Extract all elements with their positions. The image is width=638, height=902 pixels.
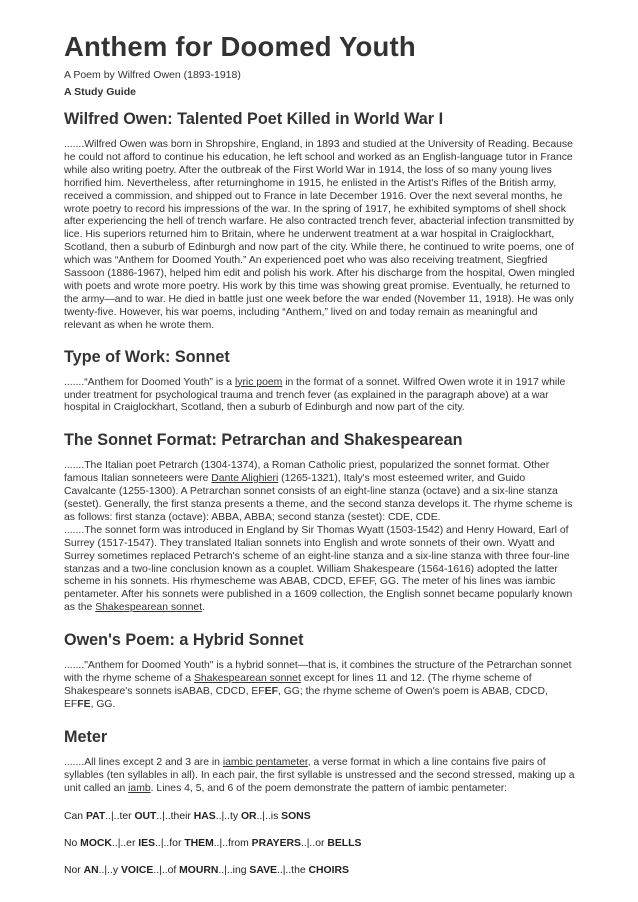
stressed-syllable: MOCK bbox=[80, 837, 112, 849]
bold-rhyme-fe: FE bbox=[77, 698, 91, 710]
section-heading-type-of-work: Type of Work: Sonnet bbox=[64, 347, 230, 366]
text-span: .......The sonnet form was introduced in England by Sir Thomas Wyatt (1503-1542) and Henry Howard, Earl of Surrey (1517-1547). They translated Italian sonnets into English and wrote sonnets of their own. Wyatt and Surrey sometimes replaced Petrarch's scheme of an eight-line stanza and a six-line stanza with three four-line stanzas and a two-line conclusion known as a couplet. William Shakespeare (1564-1616) adopted the latter scheme in his sonnets. His rhymescheme was ABAB, CDCD, EFEF, GG. The meter of his lines was iambic pentameter. After his sonnets were published in a 1609 collection, the English sonnet became popularly known as the bbox=[64, 524, 573, 614]
unstressed-syllable: ..|..is bbox=[256, 810, 282, 822]
stressed-syllable: BELLS bbox=[327, 837, 362, 849]
iambic-pentameter-link[interactable]: iambic pentameter bbox=[222, 756, 308, 768]
text-span: , a verse format in which a line contains five pairs of syllables (ten syllables in all). In each pair, the first syllable is unstressed and the second stressed, making up a unit called an bbox=[64, 756, 575, 794]
unstressed-syllable: ..|..their bbox=[156, 810, 194, 822]
shakespearean-sonnet-link[interactable]: Shakespearean sonnet bbox=[95, 602, 203, 614]
verse-line bbox=[64, 810, 576, 823]
stressed-syllable: VOICE bbox=[121, 864, 154, 876]
byline: A Poem by Wilfred Owen (1893-1918) bbox=[64, 69, 241, 81]
text-span: .......The Italian poet Petrarch (1304-1374), a Roman Catholic priest, popularized the sonnet format. Other famous Italian sonneteers were bbox=[64, 460, 550, 485]
stressed-syllable: MOURN bbox=[179, 864, 219, 876]
text-span: .......“Anthem for Doomed Youth” is a bbox=[64, 376, 235, 388]
unstressed-syllable: ..|..the bbox=[276, 864, 309, 876]
stressed-syllable: OUT bbox=[134, 810, 157, 822]
sonnet-format-paragraph-2 bbox=[64, 525, 576, 615]
text-span: . bbox=[202, 602, 205, 614]
stressed-syllable: PRAYERS bbox=[251, 837, 301, 849]
stressed-syllable: SAVE bbox=[249, 864, 277, 876]
unstressed-syllable: Nor bbox=[64, 864, 84, 876]
unstressed-syllable: ..|..y bbox=[98, 864, 121, 876]
type-of-work-paragraph bbox=[64, 377, 576, 416]
stressed-syllable: IES bbox=[138, 837, 156, 849]
text-span: except for lines 11 and 12. (The rhyme scheme of Shakespeare's sonnets isABAB, CDCD, EF bbox=[64, 673, 532, 697]
bold-rhyme-ef: EF bbox=[264, 686, 278, 697]
meter-paragraph bbox=[64, 757, 576, 796]
stressed-syllable: SONS bbox=[281, 810, 311, 822]
stressed-syllable: OR bbox=[240, 810, 257, 822]
unstressed-syllable: ..|..ty bbox=[215, 810, 241, 822]
iamb-link[interactable]: iamb bbox=[128, 782, 151, 794]
study-guide-label: A Study Guide bbox=[64, 86, 136, 98]
unstressed-syllable: No bbox=[64, 837, 81, 849]
unstressed-syllable: ..|..from bbox=[213, 837, 252, 849]
unstressed-syllable: ..|..or bbox=[300, 837, 328, 849]
stressed-syllable: PAT bbox=[85, 810, 106, 822]
verse-examples bbox=[64, 810, 576, 877]
document-title: Anthem for Doomed Youth bbox=[64, 31, 416, 62]
unstressed-syllable: ..|..ing bbox=[218, 864, 250, 876]
unstressed-syllable: ..|..er bbox=[111, 837, 139, 849]
text-span: . Lines 4, 5, and 6 of the poem demonstrate the pattern of iambic pentameter: bbox=[150, 782, 508, 794]
verse-line bbox=[64, 864, 576, 877]
verse-line bbox=[64, 837, 576, 850]
stressed-syllable: AN bbox=[83, 864, 99, 876]
text-span: in the format of a sonnet. Wilfred Owen wrote it in 1917 while under treatment for psychological trauma and trench fever (as explained in the paragraph above) at a war hospital in Craiglockhart, Scotland, then a suburb of Edinburgh and now part of the city. bbox=[64, 376, 566, 414]
dante-alighieri-link[interactable]: Dante Alighieri bbox=[211, 473, 279, 485]
document-page bbox=[64, 30, 576, 877]
text-span: , GG; the rhyme scheme of Owen's poem is ABAB, CDCD, EF bbox=[64, 686, 548, 710]
stressed-syllable: THEM bbox=[184, 837, 214, 849]
stressed-syllable: CHOIRS bbox=[308, 864, 349, 876]
text-span: .......All lines except 2 and 3 are in bbox=[64, 756, 223, 768]
text-span: , GG. bbox=[90, 698, 116, 710]
text-span: ......."Anthem for Doomed Youth" is a hybrid sonnet—that is, it combines the structure of the Petrarchan sonnet with the rhyme scheme of a bbox=[64, 660, 572, 685]
section-heading-sonnet-format: The Sonnet Format: Petrarchan and Shakespearean bbox=[64, 431, 463, 450]
shakespearean-sonnet-link-2[interactable]: Shakespearean sonnet bbox=[193, 673, 301, 685]
section-heading-hybrid-sonnet: Owen's Poem: a Hybrid Sonnet bbox=[64, 631, 304, 650]
unstressed-syllable: ..|..of bbox=[153, 864, 180, 876]
biography-paragraph: .......Wilfred Owen was born in Shropshire, England, in 1893 and studied at the University of Reading. Because he could not afford to continue his education, he left school and worked as an English-language tutor in France while also writing poetry. After the outbreak of the First World War in 1914, the loss of so many young lives horrified him. Nevertheless, after returninghome in 1915, he enlisted in the Artist's Rifles of the British army, received a commission, and shipped out to France in late December 1916. Over the next several months, he wrote poetry to record his impressions of the war. In the spring of 1917, he exhibited symptoms of shell shock after experiencing the hell of trench warfare. He also contracted trench fever, abacterial infection transmitted by lice. His superiors returned him to Britain, where he underwent treatment at a war hospital in Craiglockhart, Scotland, then a suburb of Edinburgh and now part of the city. While there, he continued to write poems, one of which was “Anthem for Doomed Youth.” An experienced poet who was also receiving treatment, Siegfried Sassoon (1886-1967), helped him edit and polish his work. After his discharge from the hospital, Owen mingled with poets and wrote more poetry. His work by this time was showing great promise. Eventually, he returned to the army—and to war. He died in battle just one week before the war ended (November 11, 1918). He was only twenty-five. However, his war poems, including “Anthem,” lived on and today remain as meaningful and relevant as when he wrote them. bbox=[64, 139, 575, 331]
lyric-poem-link[interactable]: lyric poem bbox=[234, 376, 283, 388]
unstressed-syllable: ..|..ter bbox=[105, 810, 135, 822]
unstressed-syllable: Can bbox=[64, 810, 86, 822]
section-heading-biography: Wilfred Owen: Talented Poet Killed in World War I bbox=[64, 110, 444, 128]
unstressed-syllable: ..|..for bbox=[155, 837, 185, 849]
section-heading-meter: Meter bbox=[64, 727, 108, 746]
sonnet-format-paragraph-1 bbox=[64, 460, 576, 525]
hybrid-sonnet-paragraph bbox=[64, 660, 576, 712]
stressed-syllable: HAS bbox=[193, 810, 216, 822]
text-span: (1265-1321), Italy's most esteemed writer, and Guido Cavalcante (1255-1300). A Petrarchan sonnet consists of an eight-line stanza (octave) and a six-line stanza (sestet). Generally, the first stanza presents a theme, and the second stanza develops it. The rhyme scheme is as follows: first stanza (octave): ABBA, ABBA; second stanza (sestet): CDE, CDE. bbox=[64, 473, 573, 523]
